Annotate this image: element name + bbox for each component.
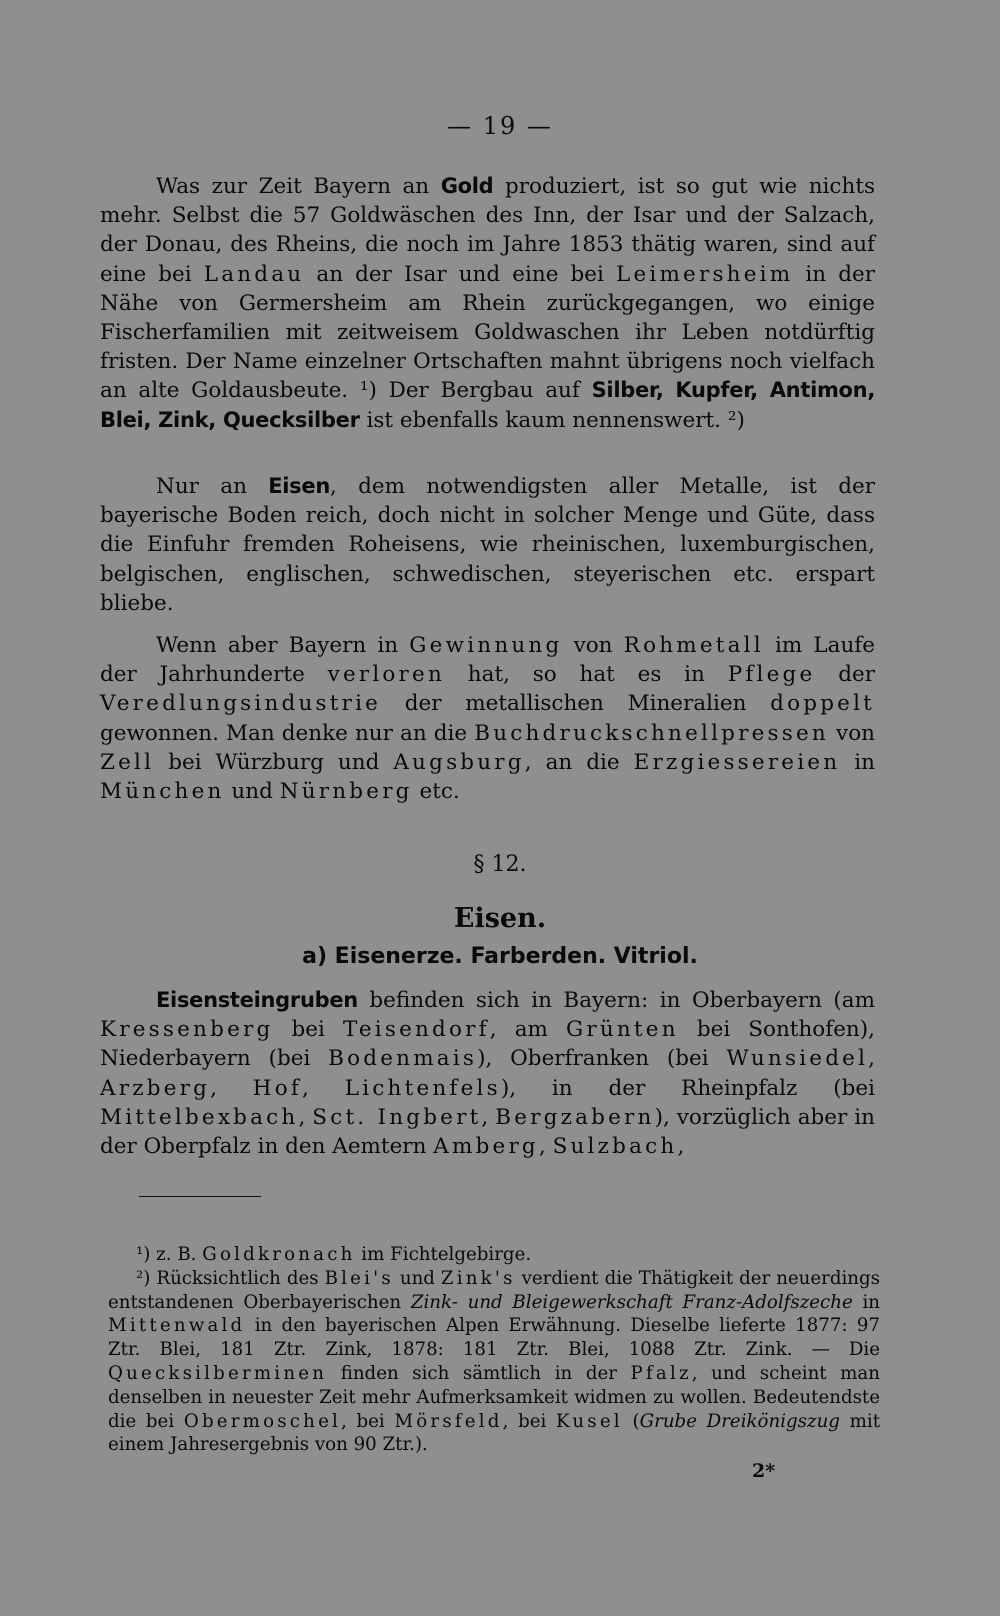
- place-teisendorf: Teisendorf: [342, 1017, 490, 1043]
- place-nuernberg: Nürnberg: [279, 779, 413, 805]
- place-goldkronach: Goldkronach: [202, 1244, 356, 1265]
- section-title: Eisen.: [453, 903, 547, 934]
- emphasis-eisensteingruben: Eisensteingruben: [156, 988, 358, 1012]
- place-mittelbexbach: Mittelbexbach: [100, 1104, 299, 1130]
- place-bodenmais: Bodenmais: [328, 1046, 478, 1072]
- footnote-ref-2: ²): [727, 407, 745, 433]
- spaced-erzgiessereien: Erzgiessereien: [633, 749, 841, 775]
- place-kusel: Kusel: [556, 1410, 623, 1432]
- place-amberg: Amberg: [433, 1134, 539, 1160]
- place-arzberg: Arzberg: [100, 1075, 211, 1101]
- place-augsburg: Augsburg: [393, 749, 525, 775]
- paragraph-eisen: Nur an Eisen, dem notwendigsten aller Metalle, ist der bayerische Boden reich, doch nicht in solcher Menge und Güte, dass die Einfuhr fremden Roheisens, wie rheinischen, luxemburgischen, belgischen, englischen, schwedischen, steyerischen etc. erspart bliebe.: [100, 474, 875, 616]
- place-moersfeld: Mörsfeld: [394, 1410, 503, 1432]
- place-landau: Landau: [203, 261, 305, 287]
- place-gruenten: Grünten: [566, 1017, 679, 1043]
- spaced-rohmetall: Rohmetall: [623, 633, 764, 658]
- paragraph-eisensteingruben: Eisensteingruben befinden sich in Bayern: in Oberbayern (am Kressenberg bei Teisendorf, am Grünten bei Sonthofen), Niederbayern (bei Bodenmais), Oberfranken (bei Wunsiedel, Arzberg, Hof, Lichtenfels), in der Rheinpfalz (bei Mittelbexbach, Sct. Ingbert, Bergzabern), vorzüglich aber in der Oberpfalz in den Aemtern Amberg, Sulzbach,: [100, 988, 876, 1160]
- place-wunsiedel: Wunsiedel: [726, 1046, 869, 1072]
- section-number: § 12.: [473, 852, 527, 877]
- place-st-ingbert: Sct. Ingbert: [312, 1104, 482, 1130]
- spaced-buchdruckschnellpressen: Buchdruckschnellpressen: [474, 720, 829, 746]
- page-number: — 19 —: [447, 112, 553, 140]
- spaced-gewinnung: Gewinnung: [409, 633, 563, 658]
- footnote-divider: [139, 1196, 261, 1197]
- footnote-1: ¹) z. B. Goldkronach im Fichtelgebirge.: [136, 1244, 532, 1265]
- place-leimersheim: Leimersheim: [615, 261, 794, 287]
- place-obermoschel: Obermoschel: [183, 1410, 342, 1432]
- paragraph-gold: Was zur Zeit Bayern an Gold produziert, ist so gut wie nichts mehr. Selbst die 57 Goldwäschen des Inn, der Isar und der Salzach, der Donau, des Rheins, die noch im Jahre 1853 thätig waren, sind auf eine bei Landau an der Isar und eine bei Leimersheim in der Nähe von Germersheim am Rhein zurückgegangen, wo einige Fischerfamilien mit zeitweisem Goldwaschen ihr Leben notdürftig fristen. Der Name einzelner Ortschaften mahnt übrigens noch vielfach an alte Goldausbeute. ¹) Der Bergbau auf Silber, Kupfer, Antimon, Blei, Zink, Quecksilber ist ebenfalls kaum nennenswert. ²): [100, 174, 876, 433]
- place-lichtenfels: Lichtenfels: [344, 1075, 501, 1101]
- spaced-veredlungsindustrie: Veredlungsindustrie: [100, 691, 382, 717]
- place-mittenwald: Mittenwald: [108, 1315, 246, 1337]
- place-muenchen: München: [100, 779, 225, 805]
- paragraph-veredlung: Wenn aber Bayern in Gewinnung von Rohmetall im Laufe der Jahrhunderte verloren hat, so hat es in Pflege der Veredlungsindustrie der metallischen Mineralien doppelt gewonnen. Man denke nur an die Buchdruckschnellpressen von Zell bei Würzburg und Augsburg, an die Erzgiessereien in München und Nürnberg etc.: [100, 633, 875, 805]
- spaced-doppelt: doppelt: [770, 691, 875, 717]
- place-zell: Zell: [100, 749, 155, 775]
- emphasis-gold: Gold: [440, 174, 494, 198]
- footnote-2: ²) Rücksichtlich des Blei's und Zink's verdient die Thätigkeit der neuerdings entstandenen Oberbayerischen Zink- und Bleigewerkschaft Franz-Adolfszeche in Mittenwald in den bayerischen Alpen Erwähnung. Dieselbe lieferte 1877: 97 Ztr. Blei, 181 Ztr. Zink, 1878: 181 Ztr. Blei, 1088 Ztr. Zink. — Die Quecksilberminen finden sich sämtlich in der Pfalz, und scheint man denselben in neuester Zeit mehr Aufmerksamkeit widmen zu wollen. Bedeutendste die bei Obermoschel, bei Mörsfeld, bei Kusel (Grube Dreikönigszug mit einem Jahresergebnis von 90 Ztr.).: [108, 1267, 880, 1456]
- emphasis-eisen: Eisen: [268, 474, 330, 498]
- spaced-pflege: Pflege: [727, 662, 816, 688]
- place-pfalz: Pfalz: [630, 1362, 692, 1384]
- footnotes: [108, 1243, 880, 1457]
- emphasis-metals: Silber, Kupfer, Antimon, Blei, Zink, Quecksilber: [100, 378, 876, 432]
- company-name: Zink- und Bleigewerkschaft Franz-Adolfszeche: [410, 1291, 853, 1313]
- place-hof: Hof: [252, 1075, 303, 1101]
- footnote-ref-1: ¹): [359, 378, 377, 404]
- place-sulzbach: Sulzbach: [552, 1134, 678, 1160]
- place-kressenberg: Kressenberg: [100, 1017, 274, 1043]
- subsection-title: a) Eisenerze. Farberden. Vitriol.: [302, 944, 698, 969]
- spaced-verloren: verloren: [327, 662, 446, 688]
- signature-mark: 2*: [752, 1460, 776, 1482]
- place-bergzabern: Bergzabern: [495, 1104, 655, 1130]
- mine-name: Grube Dreikönigszug: [639, 1410, 840, 1432]
